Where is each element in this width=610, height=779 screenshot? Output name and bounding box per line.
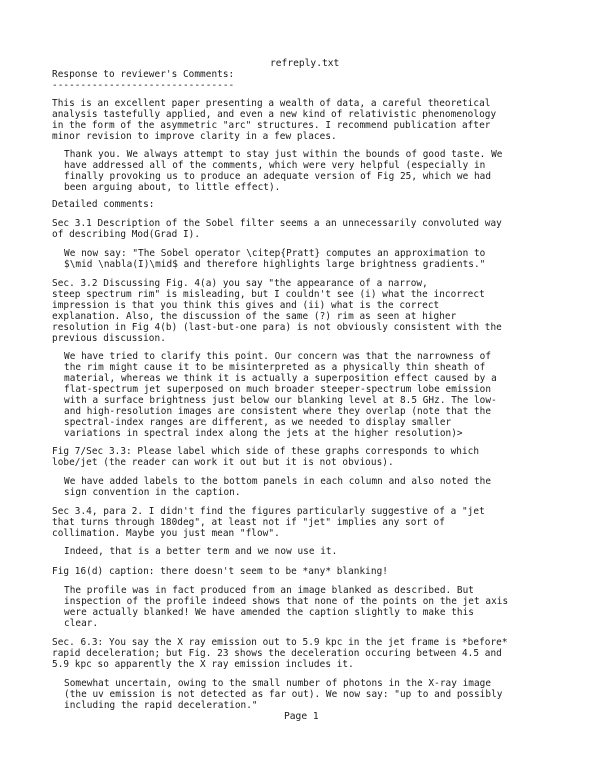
text-line: Sec 3.1 Description of the Sobel filter seems a an unnecessarily convoluted way <box>52 218 502 229</box>
text-line: material, whereas we think it is actually a superposition effect caused by a <box>64 373 497 384</box>
text-line: 5.9 kpc so apparently the X ray emission includes it. <box>52 659 354 670</box>
text-line: with a surface brightness just below our blanking level at 8.5 GHz. The low- <box>64 395 497 406</box>
text-line: collimation. Maybe you just mean "flow". <box>52 528 280 539</box>
text-line: Fig 16(d) caption: there doesn't seem to be *any* blanking! <box>52 566 388 577</box>
text-line: flat-spectrum jet superposed on much broader steeper-spectrum lobe emission <box>64 384 492 395</box>
text-line: previous discussion. <box>52 333 166 344</box>
text-line: in the form of the asymmetric "arc" structures. I recommend publication after <box>52 120 491 131</box>
text-line: Fig 7/Sec 3.3: Please label which side of these graphs corresponds to which <box>52 446 480 457</box>
text-line: Detailed comments: <box>52 199 155 210</box>
text-line: explanation. Also, the discussion of the same (?) rim as seen at higher <box>52 311 457 322</box>
page-number: Page 1 <box>284 711 319 722</box>
text-line: The profile was in fact produced from an image blanked as described. But <box>64 585 474 596</box>
text-line: inspection of the profile indeed shows that none of the points on the jet axis <box>64 596 509 607</box>
text-line: rapid deceleration; but Fig. 23 shows the deceleration occuring between 4.5 and <box>52 648 502 659</box>
text-line: variations in spectral index along the jets at the higher resolution)> <box>64 428 463 439</box>
text-line: Indeed, that is a better term and we now use it. <box>64 546 338 557</box>
text-line: We have added labels to the bottom panels in each column and also noted the <box>64 476 492 487</box>
text-line: steep spectrum rim" is misleading, but I couldn't see (i) what the incorrect <box>52 289 485 300</box>
text-line: sign convention in the caption. <box>64 487 241 498</box>
text-line: Sec. 3.2 Discussing Fig. 4(a) you say "the appearance of a narrow, <box>52 278 428 289</box>
text-line: -------------------------------- <box>52 80 235 91</box>
document-title: refreply.txt <box>270 58 340 69</box>
text-line: Sec 3.4, para 2. I didn't find the figures particularly suggestive of a "jet <box>52 506 485 517</box>
text-line: Somewhat uncertain, owing to the small number of photons in the X-ray image <box>64 678 492 689</box>
text-line: and high-resolution images are consistent where they overlap (note that the <box>64 406 492 417</box>
text-line: the rim might cause it to be misinterpreted as a physically thin sheath of <box>64 362 486 373</box>
text-line: $\mid \nabla(I)\mid$ and therefore highlights large brightness gradients." <box>64 259 486 270</box>
text-line: analysis tastefully applied, and even a new kind of relativistic phenomenology <box>52 109 497 120</box>
text-line: This is an excellent paper presenting a wealth of data, a careful theoretical <box>52 98 491 109</box>
text-line: impression is that you think this gives and (ii) what is the correct <box>52 300 440 311</box>
text-line: We have tried to clarify this point. Our concern was that the narrowness of <box>64 351 492 362</box>
text-line: (the uv emission is not detected as far out). We now say: "up to and possibly <box>64 689 503 700</box>
text-line: including the rapid deceleration." <box>64 700 258 711</box>
text-line: Thank you. We always attempt to stay just within the bounds of good taste. We <box>64 149 503 160</box>
text-line: minor revision to improve clarity in a few places. <box>52 131 337 142</box>
text-line: have addressed all of the comments, which were very helpful (especially in <box>64 160 486 171</box>
text-line: clear. <box>64 618 99 629</box>
text-line: We now say: "The Sobel operator \citep{Pratt} computes an approximation to <box>64 248 486 259</box>
text-line: Sec. 6.3: You say the X ray emission out to 5.9 kpc in the jet frame is *before* <box>52 637 508 648</box>
text-line: that turns through 180deg", at least not if "jet" implies any sort of <box>52 517 445 528</box>
text-line: spectral-index ranges are different, as we needed to display smaller <box>64 417 452 428</box>
text-line: were actually blanked! We have amended the caption slightly to make this <box>64 607 474 618</box>
text-line: of describing Mod(Grad I). <box>52 229 201 240</box>
text-line: lobe/jet (the reader can work it out but it is not obvious). <box>52 457 394 468</box>
text-line: been arguing about, to little effect). <box>64 182 281 193</box>
text-line: Response to reviewer's Comments: <box>52 69 235 80</box>
text-line: finally provoking us to produce an adequate version of Fig 25, which we had <box>64 171 492 182</box>
text-line: resolution in Fig 4(b) (last-but-one para) is not obviously consistent with the <box>52 322 502 333</box>
